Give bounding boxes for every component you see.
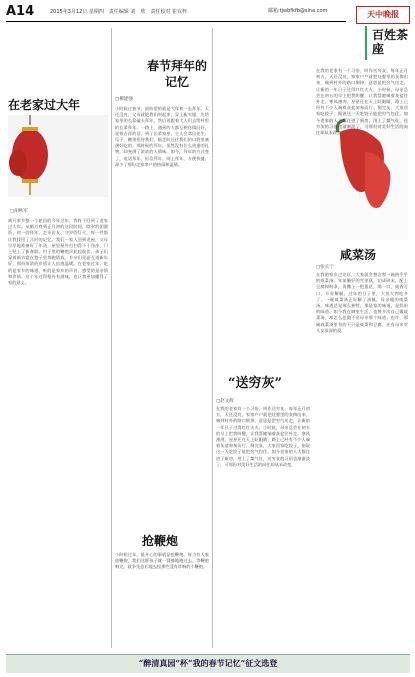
article-byline: □柳建强 bbox=[115, 97, 133, 102]
article-title: “送穷灰” bbox=[228, 376, 282, 391]
essay-contest-banner bbox=[6, 654, 410, 673]
header-rule bbox=[6, 21, 346, 22]
contact-email[interactable]: 邮箱:tjwbfkfb@sina.com bbox=[268, 8, 328, 14]
lantern-illustration bbox=[8, 115, 108, 197]
article-title: 春节拜年的记忆 bbox=[146, 59, 207, 89]
article-body: 离开家乡整一个轮回的今年过年，我终于回到了老家过大年。从腊月底到正月初的这段时间，除夕的团圆饭、初一的拜年、走亲访友、守岁的灯火，每一件都让我找回了儿时的记忆。我们一家人回到老屋，父母早早地准备好了年货，屋里屋外打扫得干干净净，门上贴上了新春联。村子里的鞭炮声此起彼伏，孩子们穿着新衣裳在巷子里奔跑嬉戏。乡亲们见面互道新年好，那份浓浓的乡情让人倍感温暖。在老家过年，吃的是家乡的味道，听的是家乡的声音，感受的是亲情和乡情。这个年过得格外有滋味，也让我更加懂得了家的意义。 bbox=[8, 218, 108, 286]
column-divider bbox=[111, 28, 112, 648]
page-number: A14 bbox=[6, 4, 35, 19]
article-body: 在我的家乡过完年，大家就会想念那一碗热乎乎的咸菜汤。年前腌好的雪里蕻，切成碎末，配上豆腐和粉条，再撒上一把葱花，喝一口，咸香可口，开胃解腻。过年的日子里，大鱼大肉吃多了，一碗咸菜汤正好解了油腻。母亲做的咸菜汤，味道总是那么独特，那是家的味道，是妈妈的味道。如今我在城里生活，也曾多次自己做咸菜汤，却怎么也做不出母亲那个味道。也许，那碗咸菜汤里有的不只是咸菜和豆腐，还有母亲对儿女深深的爱。 bbox=[316, 272, 408, 333]
article-body: 在我的老家有一个习俗，叫作送穷灰。每年正月初五，天还没亮，家家户户就把灶膛里的灰掏出来，端到村外的路口倒掉，意思是把穷气送走，让新的一年日子过得红红火火。小时候，母亲总会在初五的早上把我叫醒，让我帮她端着灰盆往外走。寒风凛冽，星星还在天上眨眼睛，路上已经有不少人端着灰盆匆匆而行。倒完灰，大家回家吃饺子，据说这一天吃饺子能把穷气包住。如今老家的人大都住进了新房，用上了煤气灶，送穷灰的习俗也渐渐淡了，可那份对美好生活的向往却从未改变。 bbox=[216, 406, 310, 467]
article-text-block bbox=[216, 30, 310, 366]
article-body: 小时候过春节，最盼望的就是大年初一去拜年。天还没亮，父母就把我们叫起来，穿上新衣服，先给家里的长辈磕头拜年，然后再跟着大人们去给村里的长辈拜年。一路上，遇到的人都互相作揖问好，说着吉祥的话。到了长辈家里，主人会拿出花生、瓜子、糖果招待我们，临走时还往我们的口袋里塞满好吃的。那时候的拜年，虽然没有什么贵重的礼物，却充满了浓浓的人情味。如今，拜年的方式变了，电话拜年、短信拜年、网上拜年，方便快捷，却少了那份走家串户的热闹和温情。 bbox=[115, 106, 209, 167]
column-divider bbox=[212, 28, 213, 648]
newspaper-logo: 天中晚报 bbox=[356, 6, 410, 24]
article-title: 咸菜汤 bbox=[340, 248, 377, 262]
article-body: 在我的老家有一个习俗，叫作送穷灰。每年正月初五，天还没亮，家家户户就把灶膛里的灰掏出来，端到村外的路口倒掉，意思是把穷气送走，让新的一年日子过得红红火火。小时候，母亲总会在初五的早上把我叫醒，让我帮她端着灰盆往外走。寒风凛冽，星星还在天上眨眼睛，路上已经有不少人端着灰盆匆匆而行。倒完灰，大家回家吃饺子，据说这一天吃饺子能把穷气包住。如今老家的人大都住进了新房，用上了煤气灶，送穷灰的习俗也渐渐淡了，可那份对美好生活的向往却从未改变。 bbox=[316, 68, 408, 136]
article-body: 小时候过年，最开心的事就是抢鞭炮。每当有人家放鞭炮，我们这群孩子就一窝蜂地跑过去，等鞭炮响完，就争先恐后地去捡那些没有炸响的小鞭炮。 bbox=[115, 552, 209, 570]
page-header bbox=[6, 4, 410, 22]
article-byline: □胡秋军 bbox=[10, 209, 28, 214]
issue-info: 2015年3月12日 星期四 责任编辑 刘 欣 责任校对 崔宜梓 bbox=[50, 9, 188, 15]
article-title: 在老家过大年 bbox=[8, 98, 81, 112]
article-byline: □张长宁 bbox=[316, 265, 334, 270]
banner-title: “醉清真园”杯“我的春节记忆”征文选登 bbox=[138, 658, 278, 668]
article-byline: □赵文辉 bbox=[216, 399, 234, 404]
section-title: 百姓茶座 bbox=[372, 28, 409, 56]
article-title: 抢鞭炮 bbox=[142, 534, 179, 548]
section-title-box bbox=[365, 26, 409, 60]
